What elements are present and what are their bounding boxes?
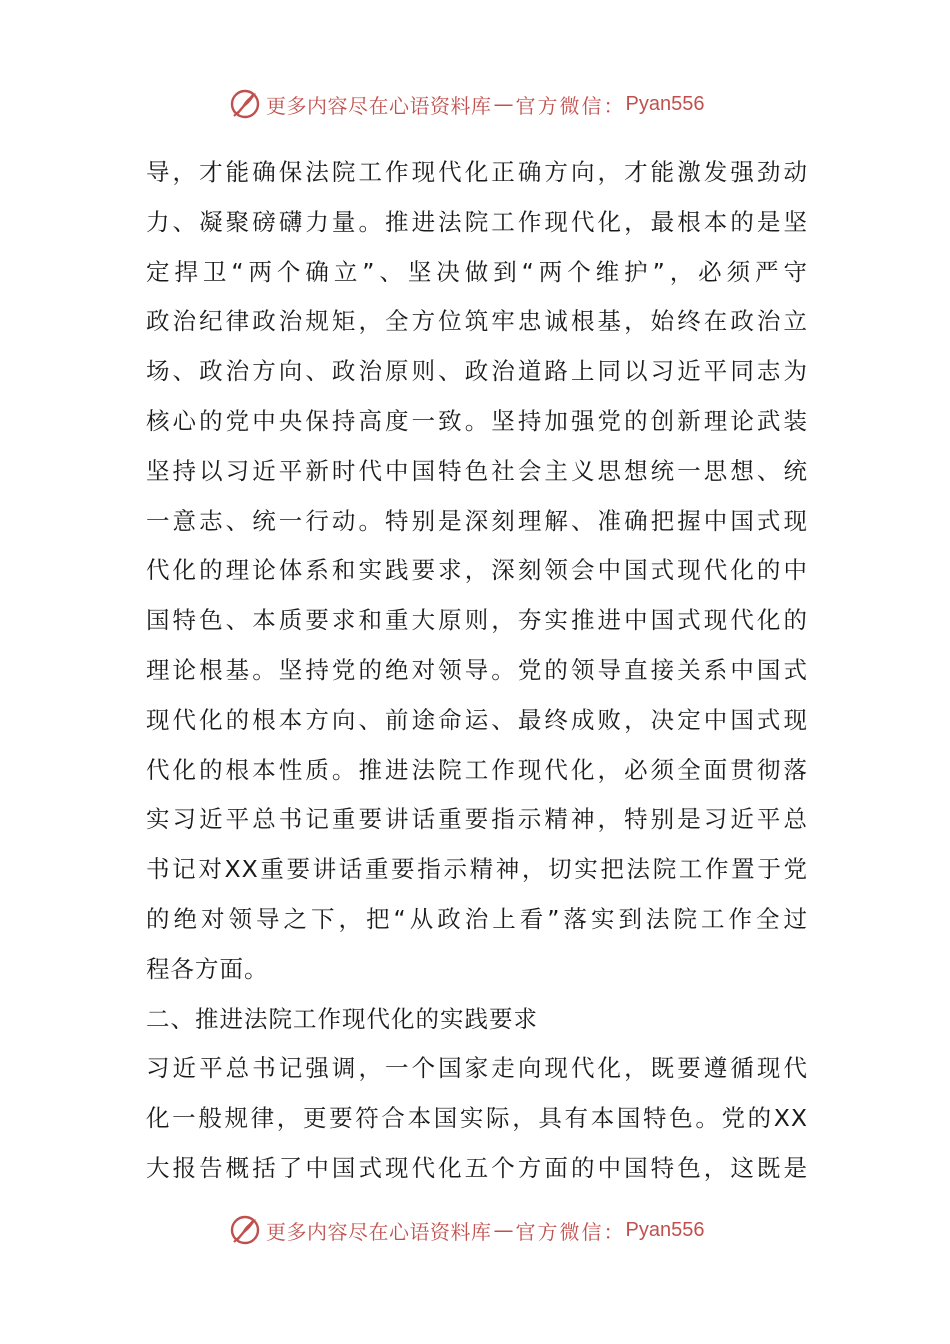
text-line: 核心的党中央保持高度一致。坚持加强党的创新理论武装	[146, 406, 808, 435]
footer-watermark	[228, 1212, 748, 1248]
quill-logo-icon	[228, 87, 262, 121]
text-line: 导，才能确保法院工作现代化正确方向，才能激发强劲动	[146, 158, 808, 186]
text-line: 习近平总书记强调，一个国家走向现代化，既要遵循现代	[146, 1054, 808, 1083]
text-line: 场、政治方向、政治原则、政治道路上同以习近平同志为	[146, 357, 808, 386]
watermark-official-label: 官方微信：	[515, 1219, 626, 1244]
watermark-main-text: 更多内容尽在心语资料库	[266, 1219, 492, 1244]
watermark-dash: —	[493, 92, 514, 116]
watermark-wechat-id: Pyan556	[625, 92, 705, 115]
text-line: 坚持以习近平新时代中国特色社会主义思想统一思想、统	[146, 456, 808, 485]
text-line: 程各方面。	[146, 954, 269, 983]
text-line: 代化的理论体系和实践要求，深刻领会中国式现代化的中	[146, 556, 808, 585]
text-line: 书记对XX重要讲话重要指示精神，切实把法院工作置于党	[146, 855, 808, 884]
text-line: 的绝对领导之下，把“从政治上看”落实到法院工作全过	[146, 904, 808, 933]
text-line: 政治纪律政治规矩，全方位筑牢忠诚根基，始终在政治立	[146, 307, 808, 336]
text-line: 代化的根本性质。推进法院工作现代化，必须全面贯彻落	[146, 755, 808, 784]
text-line: 化一般规律，更要符合本国实际，具有本国特色。党的XX	[146, 1104, 808, 1133]
quill-logo-icon	[228, 1213, 262, 1247]
text-line: 实习近平总书记重要讲话重要指示精神，特别是习近平总	[146, 805, 808, 834]
watermark-dash: —	[493, 1218, 514, 1242]
text-line: 定捍卫“两个确立”、坚决做到“两个维护”，必须严守	[146, 257, 808, 286]
text-line: 理论根基。坚持党的绝对领导。党的领导直接关系中国式	[146, 655, 808, 684]
watermark-wechat-id: Pyan556	[625, 1218, 705, 1241]
header-watermark	[228, 86, 748, 122]
document-body	[146, 148, 808, 1194]
watermark-main-text: 更多内容尽在心语资料库	[266, 93, 492, 118]
watermark-official-label: 官方微信：	[515, 93, 626, 118]
text-line: 现代化的根本方向、前途命运、最终成败，决定中国式现	[146, 705, 808, 734]
text-line: 大报告概括了中国式现代化五个方面的中国特色，这既是	[146, 1153, 808, 1182]
section-heading: 二、推进法院工作现代化的实践要求	[146, 1004, 538, 1033]
text-line: 一意志、统一行动。特别是深刻理解、准确把握中国式现	[146, 506, 808, 535]
text-line: 国特色、本质要求和重大原则，夯实推进中国式现代化的	[146, 606, 808, 635]
text-line: 力、凝聚磅礴力量。推进法院工作现代化，最根本的是坚	[146, 207, 808, 236]
